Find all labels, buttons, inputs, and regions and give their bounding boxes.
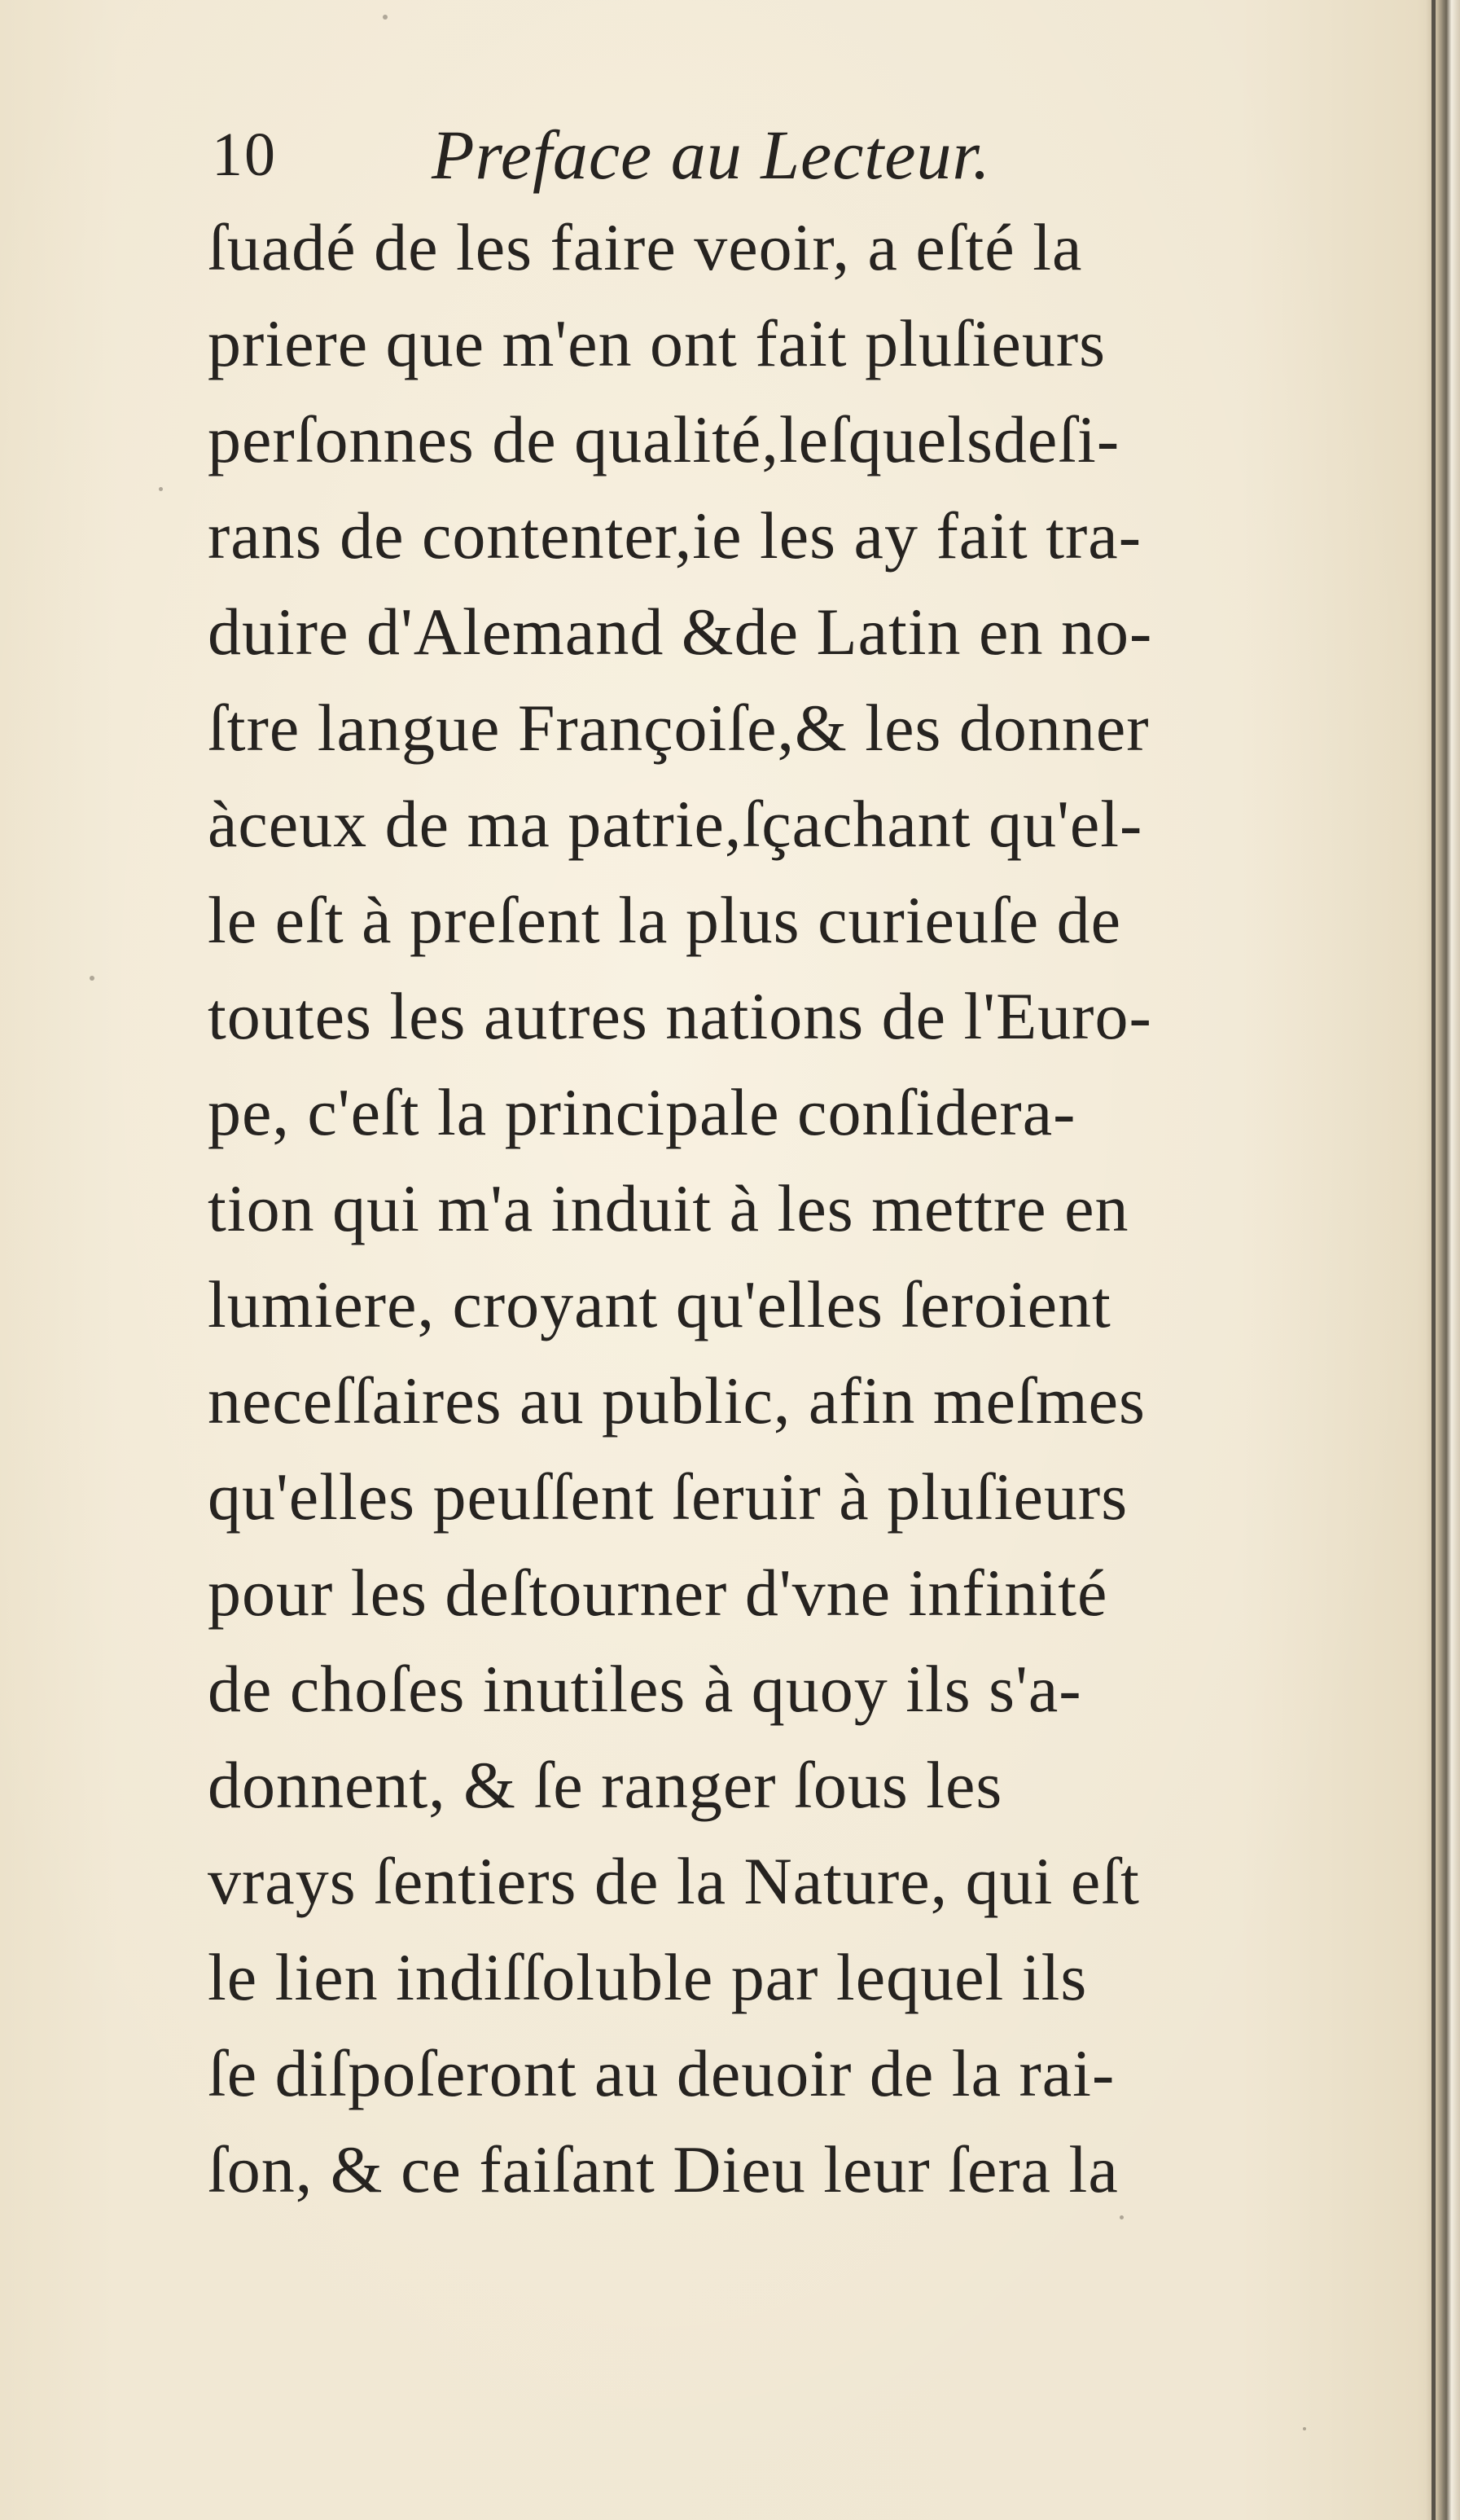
text-line: toutes les autres nations de l'Euro- [208,979,1152,1053]
text-line: ſe diſpoſeront au deuoir de la rai- [208,2036,1116,2110]
text-line: neceſſaires au public, afin meſmes [208,1363,1146,1438]
text-line: qu'elles peuſſent ſeruir à pluſieurs [208,1460,1129,1534]
text-line: ſuadé de les faire veoir, a eſté la [208,210,1083,284]
text-line: de choſes inutiles à quoy ils s'a- [208,1652,1082,1726]
page-header [212,110,1270,200]
page-number: 10 [212,121,277,189]
text-line: pour les deſtourner d'vne infinité [208,1556,1108,1630]
text-line: àceux de ma patrie,ſçachant qu'el- [208,787,1143,861]
text-line: pe, c'eſt la principale conſidera- [208,1075,1076,1149]
text-line: vrays ſentiers de la Nature, qui eſt [208,1844,1140,1918]
text-line: priere que m'en ont fait pluſieurs [208,306,1107,380]
text-line: le lien indiſſoluble par lequel ils [208,1940,1088,2014]
text-line: ſon, & ce faiſant Dieu leur ſera la [208,2132,1119,2206]
text-line: tion qui m'a induit à les mettre en [208,1171,1129,1245]
text-line: ſtre langue Françoiſe,& les donner [208,691,1150,765]
text-line: donnent, & ſe ranger ſous les [208,1748,1003,1822]
body-text [208,200,1348,2218]
text-line: lumiere, croyant qu'elles ſeroient [208,1267,1111,1341]
binding-line [1432,0,1436,2520]
text-line: rans de contenter,ie les ay fait tra- [208,498,1142,573]
running-title: Preface au Lecteur. [432,116,991,194]
text-line: perſonnes de qualité,leſquelsdeſi- [208,402,1120,476]
text-line: le eſt à preſent la plus curieuſe de [208,883,1122,957]
text-line: duire d'Alemand &de Latin en no- [208,595,1153,669]
